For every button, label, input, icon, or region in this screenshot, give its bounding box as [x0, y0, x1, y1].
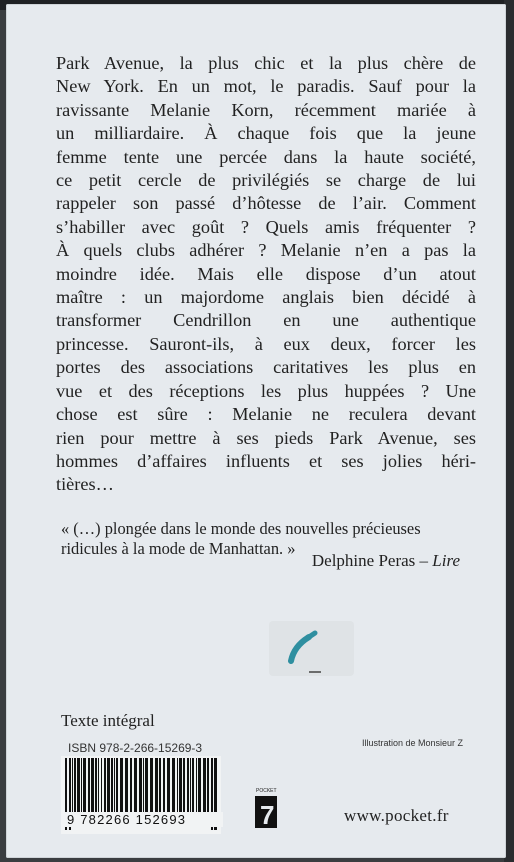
- blurb-line: un milliardaire. À chaque fois que la jeune: [56, 123, 476, 144]
- blurb-line: femme tente une percée dans la haute société,: [56, 146, 476, 167]
- quote-source: Lire: [432, 551, 460, 570]
- pocket-logo-icon: [255, 784, 277, 830]
- barcode-number: 9 782266 152693: [65, 812, 223, 827]
- back-cover: [6, 4, 506, 858]
- quote-attribution: [312, 551, 460, 571]
- blurb-line: vue et des réceptions les plus huppées ? Une: [56, 380, 476, 401]
- quote-author: Delphine Peras: [311, 551, 416, 570]
- blurb-line: rien pour mettre à ses pieds Park Avenue, ses: [56, 427, 476, 448]
- blurb-line: Park Avenue, la plus chic et la plus chère de: [56, 53, 476, 73]
- sticker-mark-icon: [269, 621, 354, 676]
- blurb-text: [56, 52, 476, 497]
- blurb-line: portes des associations caritatives les plus en: [56, 357, 476, 378]
- blurb-line: maître : un majordome anglais bien décidé à: [56, 287, 476, 308]
- price-sticker: [269, 621, 354, 676]
- publisher-logo-small: POCKET: [256, 788, 277, 794]
- blurb-line: moindre idée. Mais elle dispose d’un atout: [56, 263, 476, 284]
- blurb-line: princesse. Sauront-ils, à eux deux, forcer les: [56, 333, 476, 354]
- blurb-line: ce petit cercle de privilégiés se charge de lui: [56, 170, 476, 191]
- publisher-logo: [255, 784, 277, 830]
- quote-dash: –: [415, 551, 433, 570]
- blurb-line: transformer Cendrillon en une authentique: [56, 310, 476, 331]
- texte-integral-label: Texte intégral: [61, 711, 155, 730]
- blurb-line: hommes d’affaires influents et ses jolies héri-: [56, 450, 476, 471]
- blurb-line: rappeler son passé d’hôtesse de l’air. Comment: [56, 193, 476, 214]
- barcode: [61, 756, 221, 834]
- illustration-credit: Illustration de Monsieur Z: [362, 738, 464, 748]
- blurb-line: À quels clubs adhérer ? Melanie n’en a pas la: [56, 240, 476, 261]
- publisher-logo-number: 7: [260, 800, 275, 830]
- blurb-line: New York. En un mot, le paradis. Sauf pour la: [56, 76, 476, 97]
- blurb-line: chose est sûre : Melanie ne reculera devant: [56, 404, 476, 425]
- publisher-website: www.pocket.fr: [344, 806, 449, 825]
- blurb-line: s’habiller avec goût ? Quels amis fréquenter ?: [56, 216, 476, 237]
- blurb-line: ravissante Melanie Korn, récemment mariée à: [56, 99, 476, 120]
- press-quote-line-1: « (…) plongée dans le monde des nouvelles précieuses: [61, 519, 421, 538]
- press-quote-line-2: ridicules à la mode de Manhattan. »: [61, 539, 296, 558]
- blurb-line: tières…: [56, 474, 114, 495]
- isbn-text: ISBN 978-2-266-15269-3: [68, 741, 203, 755]
